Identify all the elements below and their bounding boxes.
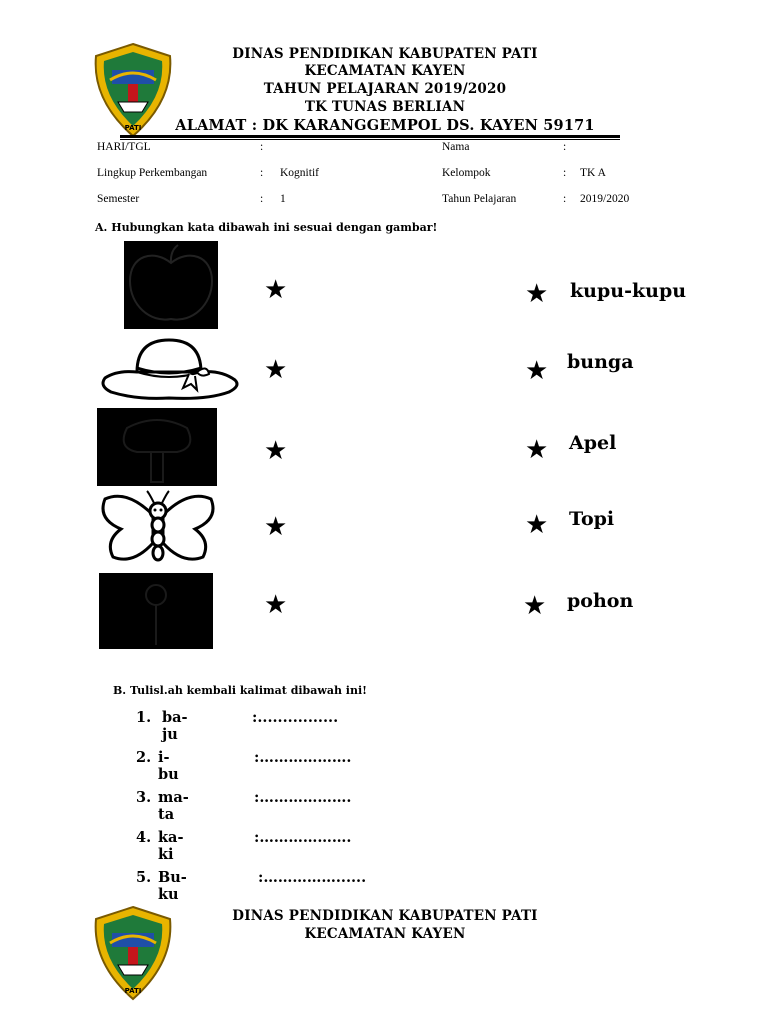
info-sep: : — [260, 167, 264, 179]
info-value-semester: 1 — [280, 193, 286, 205]
item-word: ka-ki — [158, 829, 184, 863]
section-b-instruction: B. Tulisl.ah kembali kalimat dibawah ini! — [113, 684, 367, 697]
logo-lettering: PATI — [124, 987, 142, 995]
info-value-tahun: 2019/2020 — [580, 193, 630, 205]
butterfly-picture — [97, 489, 219, 569]
section-a-instruction: A. Hubungkan kata dibawah ini sesuai dengan gambar! — [95, 221, 438, 234]
header-line-2: KECAMATAN KAYEN — [304, 63, 466, 79]
item-word: ma-ta — [158, 789, 189, 823]
match-dot-left-2[interactable]: ★ — [264, 355, 288, 385]
answer-blank[interactable]: :……………...... — [258, 869, 367, 886]
info-sep: : — [563, 167, 567, 179]
footer-line-2: KECAMATAN KAYEN — [304, 926, 466, 942]
info-label-lingkup: Lingkup Perkembangan — [97, 167, 208, 179]
header-rule-thin — [120, 139, 620, 140]
item-number: 3. — [136, 789, 152, 806]
word-bunga: bunga — [567, 351, 634, 373]
answer-blank[interactable]: :………………. — [254, 789, 352, 806]
match-dot-right-1[interactable]: ★ — [525, 279, 549, 309]
item-number: 4. — [136, 829, 152, 846]
word-apel: Apel — [569, 432, 617, 454]
item-word: i-bu — [158, 749, 179, 783]
item-word: Bu-ku — [158, 869, 187, 903]
apple-picture — [124, 241, 218, 329]
header-address: ALAMAT : DK KARANGGEMPOL DS. KAYEN 59171 — [175, 117, 595, 134]
word-pohon: pohon — [567, 590, 634, 612]
answer-blank[interactable]: :………………. — [254, 829, 352, 846]
hat-picture — [97, 334, 242, 404]
match-dot-right-2[interactable]: ★ — [525, 356, 549, 386]
word-topi: Topi — [569, 508, 615, 530]
list-item — [136, 789, 352, 823]
info-sep: : — [563, 193, 567, 205]
item-number: 5. — [136, 869, 152, 886]
info-label-nama: Nama — [442, 141, 470, 153]
header-rule-thick — [120, 135, 620, 138]
match-dot-right-3[interactable]: ★ — [525, 435, 549, 465]
info-label-semester: Semester — [97, 193, 140, 205]
header-line-3: TAHUN PELAJARAN 2019/2020 — [263, 81, 507, 97]
match-dot-left-3[interactable]: ★ — [264, 436, 288, 466]
item-number: 1. — [136, 709, 152, 726]
logo-lettering: PATI — [124, 124, 142, 132]
info-value-kelompok: TK A — [580, 167, 606, 179]
list-item — [136, 709, 339, 743]
answer-blank[interactable]: :………………. — [254, 749, 352, 766]
list-item — [136, 749, 352, 783]
header-line-1: DINAS PENDIDIKAN KABUPATEN PATI — [232, 46, 538, 62]
list-item — [136, 869, 367, 903]
match-dot-left-5[interactable]: ★ — [264, 590, 288, 620]
item-word: ba-ju — [162, 709, 188, 743]
match-dot-right-5[interactable]: ★ — [523, 591, 547, 621]
flower-picture — [99, 573, 213, 649]
match-dot-left-1[interactable]: ★ — [264, 275, 288, 305]
item-number: 2. — [136, 749, 152, 766]
match-dot-left-4[interactable]: ★ — [264, 512, 288, 542]
info-value-lingkup: Kognitif — [280, 167, 319, 179]
info-sep: : — [260, 193, 264, 205]
answer-blank[interactable]: :................ — [252, 709, 339, 726]
footer-line-1: DINAS PENDIDIKAN KABUPATEN PATI — [232, 908, 538, 924]
info-sep: : — [563, 141, 567, 153]
match-dot-right-4[interactable]: ★ — [525, 510, 549, 540]
info-label-tahun: Tahun Pelajaran — [442, 193, 517, 205]
info-sep: : — [260, 141, 264, 153]
word-kupu-kupu: kupu-kupu — [570, 280, 687, 302]
list-item — [136, 829, 352, 863]
pati-emblem-logo — [88, 903, 178, 1003]
tree-picture — [97, 408, 217, 486]
info-label-hari: HARI/TGL — [97, 141, 151, 153]
info-label-kelompok: Kelompok — [442, 167, 491, 179]
header-line-4: TK TUNAS BERLIAN — [304, 99, 466, 115]
